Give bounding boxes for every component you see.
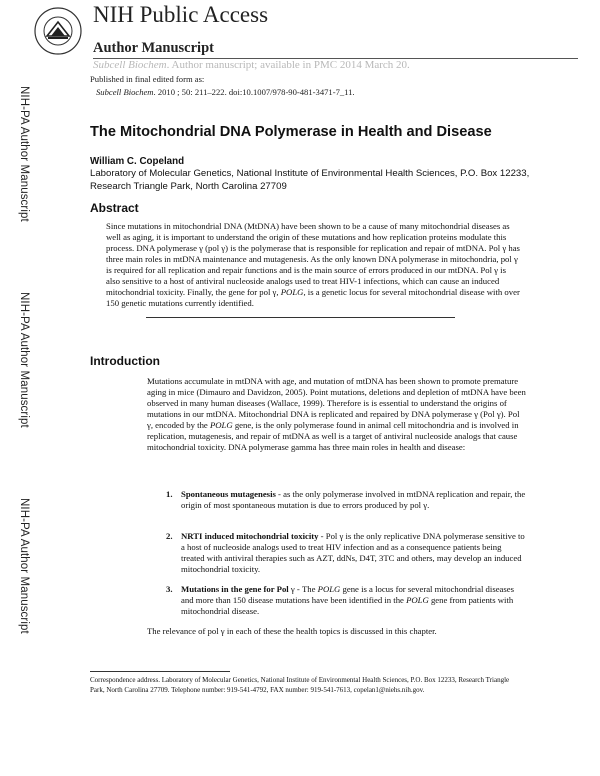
side-label-author-manuscript: NIH-PA Author Manuscript [18,86,30,222]
correspondence-footnote: Correspondence address. Laboratory of Molecular Genetics, National Institute of Environmental Health Sciences, P.O. Box 12233, Research Triangle Park, North Carolina 27709. Telephone number: 919-541-4792, FAX number: 919-541-7613, copelan1@niehs.nih.gov. [90,676,510,694]
list-item: 2. NRTI induced mitochondrial toxicity - Pol γ is the only replicative DNA polymerase sensitive to a host of nucleoside analogs used to treat HIV infection and as a consequence patients being treated with antiviral therapies such as AZT, ddNs, D4T, 3TC and others, may develop an induced mitochondrial toxicity. [166,531,525,575]
author-name: William C. Copeland [90,156,185,167]
author-manuscript-label: Author Manuscript [93,40,214,56]
side-label-author-manuscript: NIH-PA Author Manuscript [18,292,30,428]
introduction-text: Mutations accumulate in mtDNA with age, and mutation of mtDNA has been shown to promote premature aging in mice (Dimauro and Davidzon, 2005). Point mutations, deletions and depletion of mtDNA have been observed in many human diseases (Wallace, 1999). Therefore is is essential to understand the origins of mutations in our mtDNA. Mitochondrial DNA is replicated and repaired by DNA polymerase γ (Pol γ). Pol γ, encoded by the POLG gene, is the only polymerase found in animal cell mitochondria and is involved in replication, mutagenesis, and repair of mtDNA as well is a target of antiviral nucleoside analogs that cause mitochondrial toxicity. DNA polymerase gamma has three main roles in health and disease: [147,376,526,453]
list-item: 1. Spontaneous mutagenesis - as the only polymerase involved in mtDNA replication and repair, the origin of most spontaneous mutation is due to errors produced by pol γ. [166,489,526,511]
citation: Subcell Biochem. 2010 ; 50: 211–222. doi:10.1007/978-90-481-3471-7_11. [96,87,355,97]
introduction-heading: Introduction [90,354,160,368]
abstract-heading: Abstract [90,201,139,215]
abstract-text: Since mutations in mitochondrial DNA (MtDNA) have been shown to be a cause of many mitochondrial diseases as well as aging, it is important to understand the origin of these mutations and how replication proteins modulate this process. DNA polymerase γ (pol γ) is the polymerase that is responsible for replication and repair of mtDNA. Pol γ has three main roles in mtDNA maintenance and mutagenesis. As the only known DNA polymerase in mitochondria, pol γ is required for all replication and repair functions and is the main source of errors produced in our mtDNA. Pol γ is also sensitive to a host of antiviral nucleoside analogs used to treat HIV-1 infections, which can cause an induced mitochondrial toxicity. Finally, the gene for pol γ, POLG, is a genetic locus for several mitochondrial disease with over 150 genetic mutations currently identified. [106,221,520,309]
list-item: 3. Mutations in the gene for Pol γ - The POLG gene is a locus for several mitochondrial diseases and more than 150 disease mutations have been identified in the POLG gene from patients with mitochondrial disease. [166,584,515,617]
closing-paragraph: The relevance of pol γ in each of these the health topics is discussed in this chapter. [147,626,437,636]
footnote-divider [90,671,230,672]
author-affiliation: Laboratory of Molecular Genetics, National Institute of Environmental Health Sciences, P.O. Box 12233, Research Triangle Park, North Carolina 27709 [90,168,530,192]
journal-abbrev: Subcell Biochem [93,59,167,71]
abstract-divider [146,317,455,318]
nih-public-access-title: NIH Public Access [93,2,269,27]
nih-seal-logo [33,6,83,56]
article-title: The Mitochondrial DNA Polymerase in Health and Disease [90,124,492,140]
published-final-form: Published in final edited form as: [90,74,205,84]
side-label-author-manuscript: NIH-PA Author Manuscript [18,498,30,634]
availability-note: Subcell Biochem. Author manuscript; available in PMC 2014 March 20. [93,59,410,71]
